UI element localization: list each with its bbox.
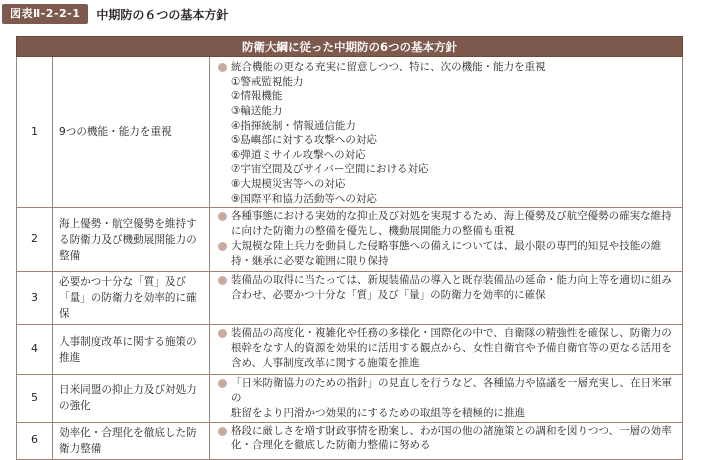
policy-item: 必要かつ十分な「質」及び「量」の防衛力を効率的に確保 xyxy=(53,272,210,325)
bullet-text-continued: 根幹をなす人的資源を効果的に活用する観点から、女性自衛官や予備自衛官等の更なる活用を xyxy=(231,341,672,354)
bullet-dot-icon xyxy=(218,212,227,221)
function-list-item: ⑥弾道ミサイル攻撃への対応 xyxy=(231,148,366,161)
table-row xyxy=(17,57,683,208)
function-list xyxy=(218,75,678,206)
bullet-text: 「日米防衛協力のための指針」の見直しを行うなど、各種協力や協議を一層充実し、在日米軍の xyxy=(231,377,672,404)
bullet-text-continued: 含め、人事制度改革に関する施策を推進 xyxy=(231,356,420,369)
table-row xyxy=(17,272,683,325)
bullet-text: 装備品の取得に当たっては、新規装備品の導入と既存装備品の延命・能力向上等を適切に組み xyxy=(231,274,672,287)
description-bullet xyxy=(218,209,678,224)
function-list-item: ⑦宇宙空間及びサイバー空間における対応 xyxy=(231,163,429,176)
bullet-text: 装備品の高度化・複雑化や任務の多様化・国際化の中で、自衛隊の精強性を確保し、防衛力の xyxy=(231,327,672,340)
policy-description xyxy=(210,272,683,325)
policy-item: 人事制度改革に関する施策の推進 xyxy=(53,325,210,375)
bullet-dot-icon xyxy=(218,329,227,338)
row-number: 3 xyxy=(17,272,53,325)
description-bullet xyxy=(218,376,678,406)
bullet-text-continued: に向けた防衛力の整備を優先し、機動展開能力の整備も重視 xyxy=(231,224,515,237)
row-number: 5 xyxy=(17,375,53,422)
function-list-item: ④指揮統制・情報通信能力 xyxy=(231,119,356,132)
policy-description xyxy=(210,57,683,208)
bullet-dot-icon xyxy=(218,242,227,251)
bullet-text: 各種事態における実効的な抑止及び対処を実現するため、海上優勢及び航空優勢の確実な維持 xyxy=(231,210,672,223)
policy-description xyxy=(210,208,683,272)
policy-table xyxy=(16,36,683,460)
bullet-text: 大規模な陸上兵力を動員した侵略事態への備えについては、最小限の専門的知見や技能の維 xyxy=(231,239,662,252)
figure-title: 中期防の６つの基本方針 xyxy=(96,7,229,22)
policy-item: 日米同盟の抑止力及び対処力の強化 xyxy=(53,375,210,422)
row-number: 6 xyxy=(17,422,53,459)
policy-item: 効率化・合理化を徹底した防衛力整備 xyxy=(53,422,210,459)
function-list-item: ③輸送能力 xyxy=(231,104,283,117)
bullet-text-continued: 駐留をより円滑かつ効果的にするための取組等を積極的に推進 xyxy=(231,406,525,419)
row-number: 1 xyxy=(17,57,53,208)
description-bullet xyxy=(218,326,678,341)
bullet-dot-icon xyxy=(218,427,227,436)
table-row xyxy=(17,325,683,375)
table-row xyxy=(17,375,683,422)
policy-description xyxy=(210,375,683,422)
function-list-item: ⑧大規模災害等への対応 xyxy=(231,177,346,190)
row-number: 2 xyxy=(17,208,53,272)
policy-item: 9つの機能・能力を重視 xyxy=(53,57,210,208)
bullet-text-continued: 合わせ、必要かつ十分な「質」及び「量」の防衛力を効率的に確保 xyxy=(231,288,546,301)
policy-description xyxy=(210,422,683,459)
policy-item: 海上優勢・航空優勢を維持する防衛力及び機動展開能力の整備 xyxy=(53,208,210,272)
bullet-dot-icon xyxy=(218,379,227,388)
policy-description xyxy=(210,325,683,375)
bullet-text: 格段に厳しさを増す財政事情を勘案し、わが国の他の諸施策との調和を図りつつ、一層の効率 xyxy=(231,424,672,437)
description-bullet xyxy=(218,424,678,439)
bullet-dot-icon xyxy=(218,276,227,285)
bullet-text-continued: 持・継承に必要な範囲に限り保持 xyxy=(231,254,389,267)
bullet-dot-icon xyxy=(218,63,227,72)
bullet-text: 統合機能の更なる充実に留意しつつ、特に、次の機能・能力を重視 xyxy=(231,61,546,73)
description-bullet xyxy=(218,60,678,75)
policy-table-container xyxy=(16,36,683,460)
figure-header xyxy=(2,3,228,25)
bullet-text-continued: 化・合理化を徹底した防衛力整備に努める xyxy=(231,439,431,452)
figure-number-tag: 図表Ⅱ-2-2-1 xyxy=(2,4,88,24)
row-number: 4 xyxy=(17,325,53,375)
table-row xyxy=(17,422,683,459)
function-list-item: ②情報機能 xyxy=(231,90,283,103)
description-bullet xyxy=(218,239,678,254)
table-header: 防衛大綱に従った中期防の6つの基本方針 xyxy=(17,37,683,57)
description-bullet xyxy=(218,273,678,288)
function-list-item: ⑨国際平和協力活動等への対応 xyxy=(231,192,377,205)
function-list-item: ①警戒監視能力 xyxy=(231,75,304,88)
table-row xyxy=(17,208,683,272)
function-list-item: ⑤島嶼部に対する攻撃への対応 xyxy=(231,134,377,147)
